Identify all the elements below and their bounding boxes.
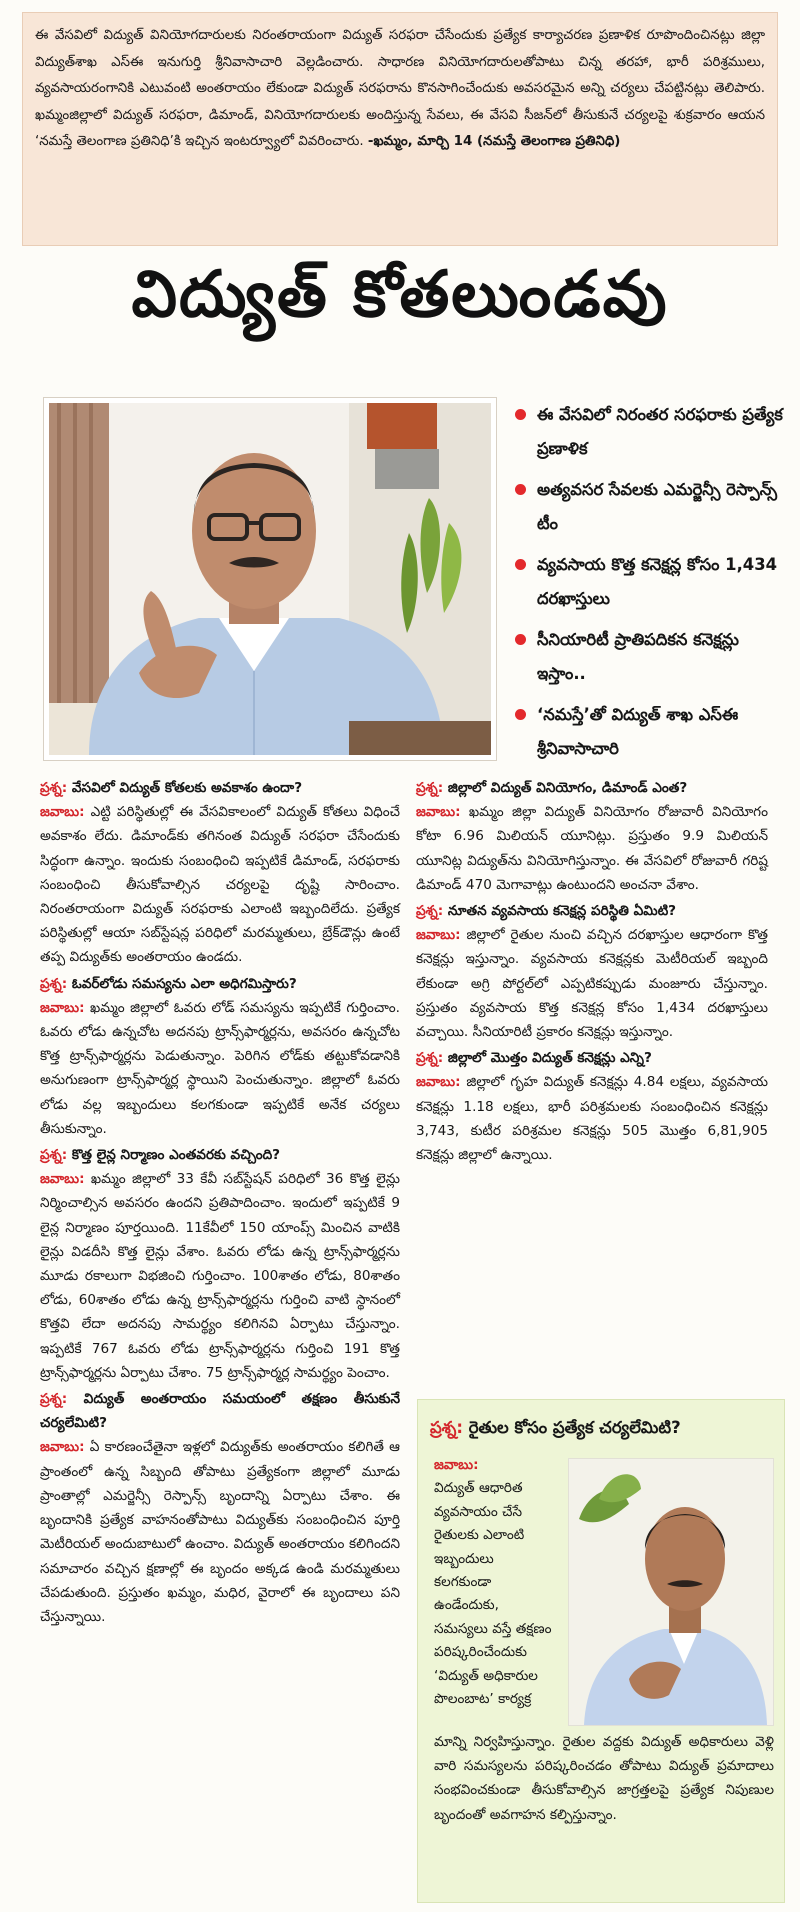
answer [416,923,768,1044]
answer-label: జవాబు: [40,1171,85,1188]
answer-text: ఖమ్మం జిల్లాలో ఓవరు లోడ్‌ సమస్యను ఇప్పటికే గుర్తించాం. ఓవరు లోడు ఉన్నచోట అదనపు ట్రాన్స్‌ఫార్మర్లను, అవసరం ఉన్నచోట కొత్త ట్రాన్స్‌ఫార్మర్లను పెడుతున్నాం. పెరిగిన లోడ్‌కు తట్టుకోవడానికి అనుగుణంగా ట్రాన్స్‌ఫార్మర్ల స్థాయిని పెంచుతున్నాం. జిల్లాలో ఓవరు లోడు వల్ల ఇబ్బందులు కలగకుండా ఇప్పటికే అనేక చర్యలు తీసుకున్నాం. [40,999,400,1137]
dateline: -ఖమ్మం, మార్చి 14 (నమస్తే తెలంగాణ ప్రతినిధి) [367,134,621,150]
box-answer-rest: మాన్ని నిర్వహిస్తున్నాం. రైతుల వద్దకు విద్యుత్‌ అధికారులు వెళ్లి వారి సమస్యలను పరిష్కరించడం తోపాటు విద్యుత్‌ ప్రమాదాలు సంభవించకుండా తీసుకోవాల్సిన జాగ్రత్తలపై ప్రత్యేక నిపుణుల బృందంతో అవగాహన కల్పిస్తున్నాం. [434,1734,774,1823]
highlight-item [515,398,785,466]
official-portrait-image [49,403,491,755]
answer [40,996,400,1141]
box-answer-side [434,1454,554,1711]
intro-text: ఈ వేసవిలో విద్యుత్‌ వినియోగదారులకు నిరంతరాయంగా విద్యుత్‌ సరఫరా చేసేందుకు ప్రత్యేక కార్యాచరణ ప్రణాళిక రూపొందించినట్లు జిల్లా విద్యుత్‌శాఖ ఎస్‌ఈ ఇనుగుర్తి శ్రీనివాసాచారి వెల్లడించారు. సాధారణ వినియోగదారులతోపాటు చిన్న తరహా, భారీ పరిశ్రములు, వ్యవసాయరంగానికి ఎటువంటి అంతరాయం లేకుండా విద్యుత్‌ సరఫరాను కొనసాగించేందుకు అవసరమైన అన్ని చర్యలు చేపట్టినట్లు తెలిపారు. ఖమ్మంజిల్లాలో విద్యుత్‌ సరఫరా, డిమాండ్‌, వినియోగదారులకు అందిస్తున్న సేవలు, ఈ వేసవి సీజన్‌లో తీసుకునే చర్యలపై శుక్రవారం ఆయన ‘నమస్తే తెలంగాణ ప్రతినిధి’కి ఇచ్చిన ఇంటర్వ్యూలో వివరించారు. [35,28,765,150]
answer-text: విద్యుత్‌ ఆధారిత వ్యవసాయం చేసే రైతులకు ఎలాంటి ఇబ్బందులు కలగకుండా ఉండేందుకు, సమస్యలు వస్తే తక్షణం పరిష్కరించేందుకు ‘విద్యుత్‌ అధికారుల పొలంబాట’ కార్యక్ర [434,1480,552,1708]
question-text: విద్యుత్‌ అంతరాయం సమయంలో తక్షణం తీసుకునే చర్యలేమిటి? [40,1391,400,1432]
highlight-text: అత్యవసర సేవలకు ఎమర్జెన్సీ రెస్పాన్స్‌ టీం [537,480,778,533]
highlight-text: సీనియారిటీ ప్రాతిపదికన కనెక్షన్లు ఇస్తాం.. [537,630,739,683]
question-text: జిల్లాలో మొత్తం విద్యుత్‌ కనెక్షన్లు ఎన్ని? [447,1050,652,1067]
question-text: కొత్త లైన్ల నిర్మాణం ఎంతవరకు వచ్చింది? [71,1147,281,1164]
answer-label: జవాబు: [40,804,85,821]
bullet-icon [515,559,526,570]
question-text: నూతన వ్యవసాయ కనెక్షన్ల పరిస్థితి ఏమిటి? [447,903,677,920]
question [40,1387,400,1435]
highlights-list [515,398,785,773]
answer-text: ఏ కారణంచేతైనా ఇళ్లలో విద్యుత్‌కు అంతరాయం కలిగితే ఆ ప్రాంతంలో ఉన్న సిబ్బంది తోపాటు ప్రత్యేకంగా జిల్లాలో మూడు ప్రాంతాల్లో ఎమర్జెన్సీ రెస్పాన్స్‌ బృందాన్ని ఏర్పాటు చేశాం. ఈ బృందానికి ప్రత్యేక వాహనంతోపాటు విద్యుత్‌కు సంబంధించిన పూర్తి మెటీరియల్‌ అందుబాటులో ఉంచాం. విద్యుత్‌ అంతరాయం కలిగిందని సమాచారం వచ్చిన క్షణాల్లో ఈ బృందం అక్కడ ఉండి మరమ్మతులు చేపడుతుంది. ప్రస్తుతం ఖమ్మం, మధిర, వైరాలో ఈ బృందాలు పని చేస్తున్నాయి. [40,1439,400,1625]
highlight-item [515,473,785,541]
question-label: ప్రశ్న: [40,1147,68,1164]
question-label: ప్రశ్న: [416,1050,444,1067]
question [416,1046,768,1070]
bullet-icon [515,409,526,420]
answer [40,1435,400,1629]
main-photo [44,398,496,760]
answer-label: జవాబు: [416,927,461,944]
interview-column-right [416,774,768,1169]
answer [416,1070,768,1167]
highlight-text: వ్యవసాయ కొత్త కనెక్షన్ల కోసం 1,434 దరఖాస్తులు [537,555,778,608]
question-text: ఓవర్‌లోడు సమస్యను ఎలా అధిగమిస్తారు? [71,975,297,992]
answer [416,800,768,897]
highlight-text: ఈ వేసవిలో నిరంతర సరఫరాకు ప్రత్యేక ప్రణాళిక [537,405,783,458]
bullet-icon [515,484,526,495]
answer-label: జవాబు: [416,804,461,821]
question-label: ప్రశ్న: [416,780,444,796]
bullet-icon [515,634,526,645]
highlight-item [515,623,785,691]
bullet-icon [515,709,526,720]
answer-label: జవాబు: [416,1074,461,1091]
box-question [430,1414,780,1442]
secondary-photo [568,1458,774,1726]
highlight-item [515,698,785,766]
interview-column-left [40,774,400,1631]
question-text: రైతుల కోసం ప్రత్యేక చర్యలేమిటి? [468,1418,681,1437]
answer-label: జవాబు: [434,1457,479,1473]
question-label: ప్రశ్న: [40,1391,68,1408]
question [40,776,400,800]
question-text: వేసవిలో విద్యుత్‌ కోతలకు అవకాశం ఉందా? [71,780,303,796]
answer-text: జిల్లాలో గృహ విద్యుత్‌ కనెక్షన్లు 4.84 లక్షలు, వ్యవసాయ కనెక్షన్లు 1.18 లక్షలు, భారీ పరిశ్రమలకు సంబంధించిన కనెక్షన్లు 3,743, కుటీర పరిశ్రమల కనెక్షన్లు 505 మొత్తం 6,81,905 కనెక్షన్లు జిల్లాలో ఉన్నాయి. [416,1074,768,1164]
question-text: జిల్లాలో విద్యుత్‌ వినియోగం, డిమాండ్‌ ఎంత? [447,780,688,796]
question [416,899,768,923]
answer-text: ఖమ్మం జిల్లాలో 33 కేవీ సబ్‌స్టేషన్‌ పరిధిలో 36 కొత్త లైన్లు నిర్మించాల్సిన అవసరం ఉందని ప్రతిపాదించాం. ఇందులో ఇప్పటికే 9 లైన్ల నిర్మాణం పూర్తయింది. 11కేవీలో 150 యాంప్స్‌ మించిన వాటికి లైన్లు విడదీసి కొత్త లైన్లు వేశాం. ఓవరు లోడు ఉన్న ట్రాన్స్‌ఫార్మర్లను మూడు రకాలుగా విభజించి గుర్తించాం. 100శాతం లోడు, 80శాతం లోడు, 60శాతం లోడు ఉన్న ట్రాన్స్‌ఫార్మర్లను గుర్తించి వాటి స్థానంలో కొత్తవి లేదా అదనపు సామర్థ్యం కలిగినవి ఏర్పాటు చేస్తున్నాం. ఇప్పటికే 767 ఓవరు లోడు ట్రాన్స్‌ఫార్మర్లను గుర్తించి 191 కొత్త ట్రాన్స్‌ఫార్మర్లను ఏర్పాటు చేశాం. 75 ట్రాన్స్‌ఫార్మర్ల సామర్థ్యం పెంచాం. [40,1171,400,1381]
highlight-text: ‘నమస్తే’తో విద్యుత్‌ శాఖ ఎస్‌ఈ శ్రీనివాసాచారి [537,705,739,758]
answer-text: ఖమ్మం జిల్లా విద్యుత్‌ వినియోగం రోజువారీ వినియోగం కోటా 6.96 మిలియన్‌ యూనిట్లు. ప్రస్తుతం 9.9 మిలియన్‌ యూనిట్ల విద్యుత్‌ను వినియోగిస్తున్నాం. ఈ వేసవిలో రోజువారీ గరిష్ట డిమాండ్‌ 470 మెగావాట్లు ఉంటుందని అంచనా వేశాం. [416,804,768,893]
question [416,776,768,800]
answer [40,1167,400,1385]
intro-box [22,12,778,246]
question [40,1143,400,1167]
headline: విద్యుత్‌ కోతలుండవు [131,258,669,332]
answer-text: జిల్లాలో రైతుల నుంచి వచ్చిన దరఖాస్తుల ఆధారంగా కొత్త కనెక్షన్లు ఇస్తున్నాం. వ్యవసాయ కనెక్షన్లకు మెటీరియల్‌ ఇబ్బంది లేకుండా అగ్రి పోర్టల్‌లో ఎప్పటికప్పుడు మంజూరు చేస్తున్నాం. ప్రస్తుతం వ్యవసాయ కొత్త కనెక్షన్ల కోసం 1,434 దరఖాస్తులు వచ్చాయి. సీనియారిటీ ప్రకారం కనెక్షన్లు ఇస్తున్నాం. [416,927,768,1041]
question [40,972,400,996]
question-label: ప్రశ్న: [430,1418,463,1437]
highlight-item [515,548,785,616]
farmers-box [417,1399,785,1903]
question-label: ప్రశ్న: [40,780,68,796]
question-label: ప్రశ్న: [416,903,444,920]
answer-text: ఎట్టి పరిస్థితుల్లో ఈ వేసవికాలంలో విద్యుత్‌ కోతలు విధించే అవకాశం లేదు. డిమాండ్‌కు తగినంత విద్యుత్‌ సరఫరా చేసేందుకు సిద్ధంగా ఉన్నాం. ఇందుకు సంబంధించి ఇప్పటికే డిమాండ్‌, సరఫరాకు సంబంధించి తీసుకోవాల్సిన చర్యలపై దృష్టి సారించాం. నిరంతరాయంగా విద్యుత్‌ సరఫరాకు ఎలాంటి ఇబ్బందిలేదు. ప్రత్యేక పరిస్థితుల్లో ఆయా సబ్‌స్టేషన్ల పరిధిలో మరమ్మతులు, బ్రేక్‌డౌన్లు ఉంటే తప్ప విద్యుత్‌కు అంతరాయం ఉండదు. [40,804,400,966]
answer-label: జవాబు: [40,999,85,1016]
official-photo-image [569,1459,773,1725]
answer [40,800,400,969]
answer-label: జవాబు: [40,1439,85,1456]
question-label: ప్రశ్న: [40,975,68,992]
